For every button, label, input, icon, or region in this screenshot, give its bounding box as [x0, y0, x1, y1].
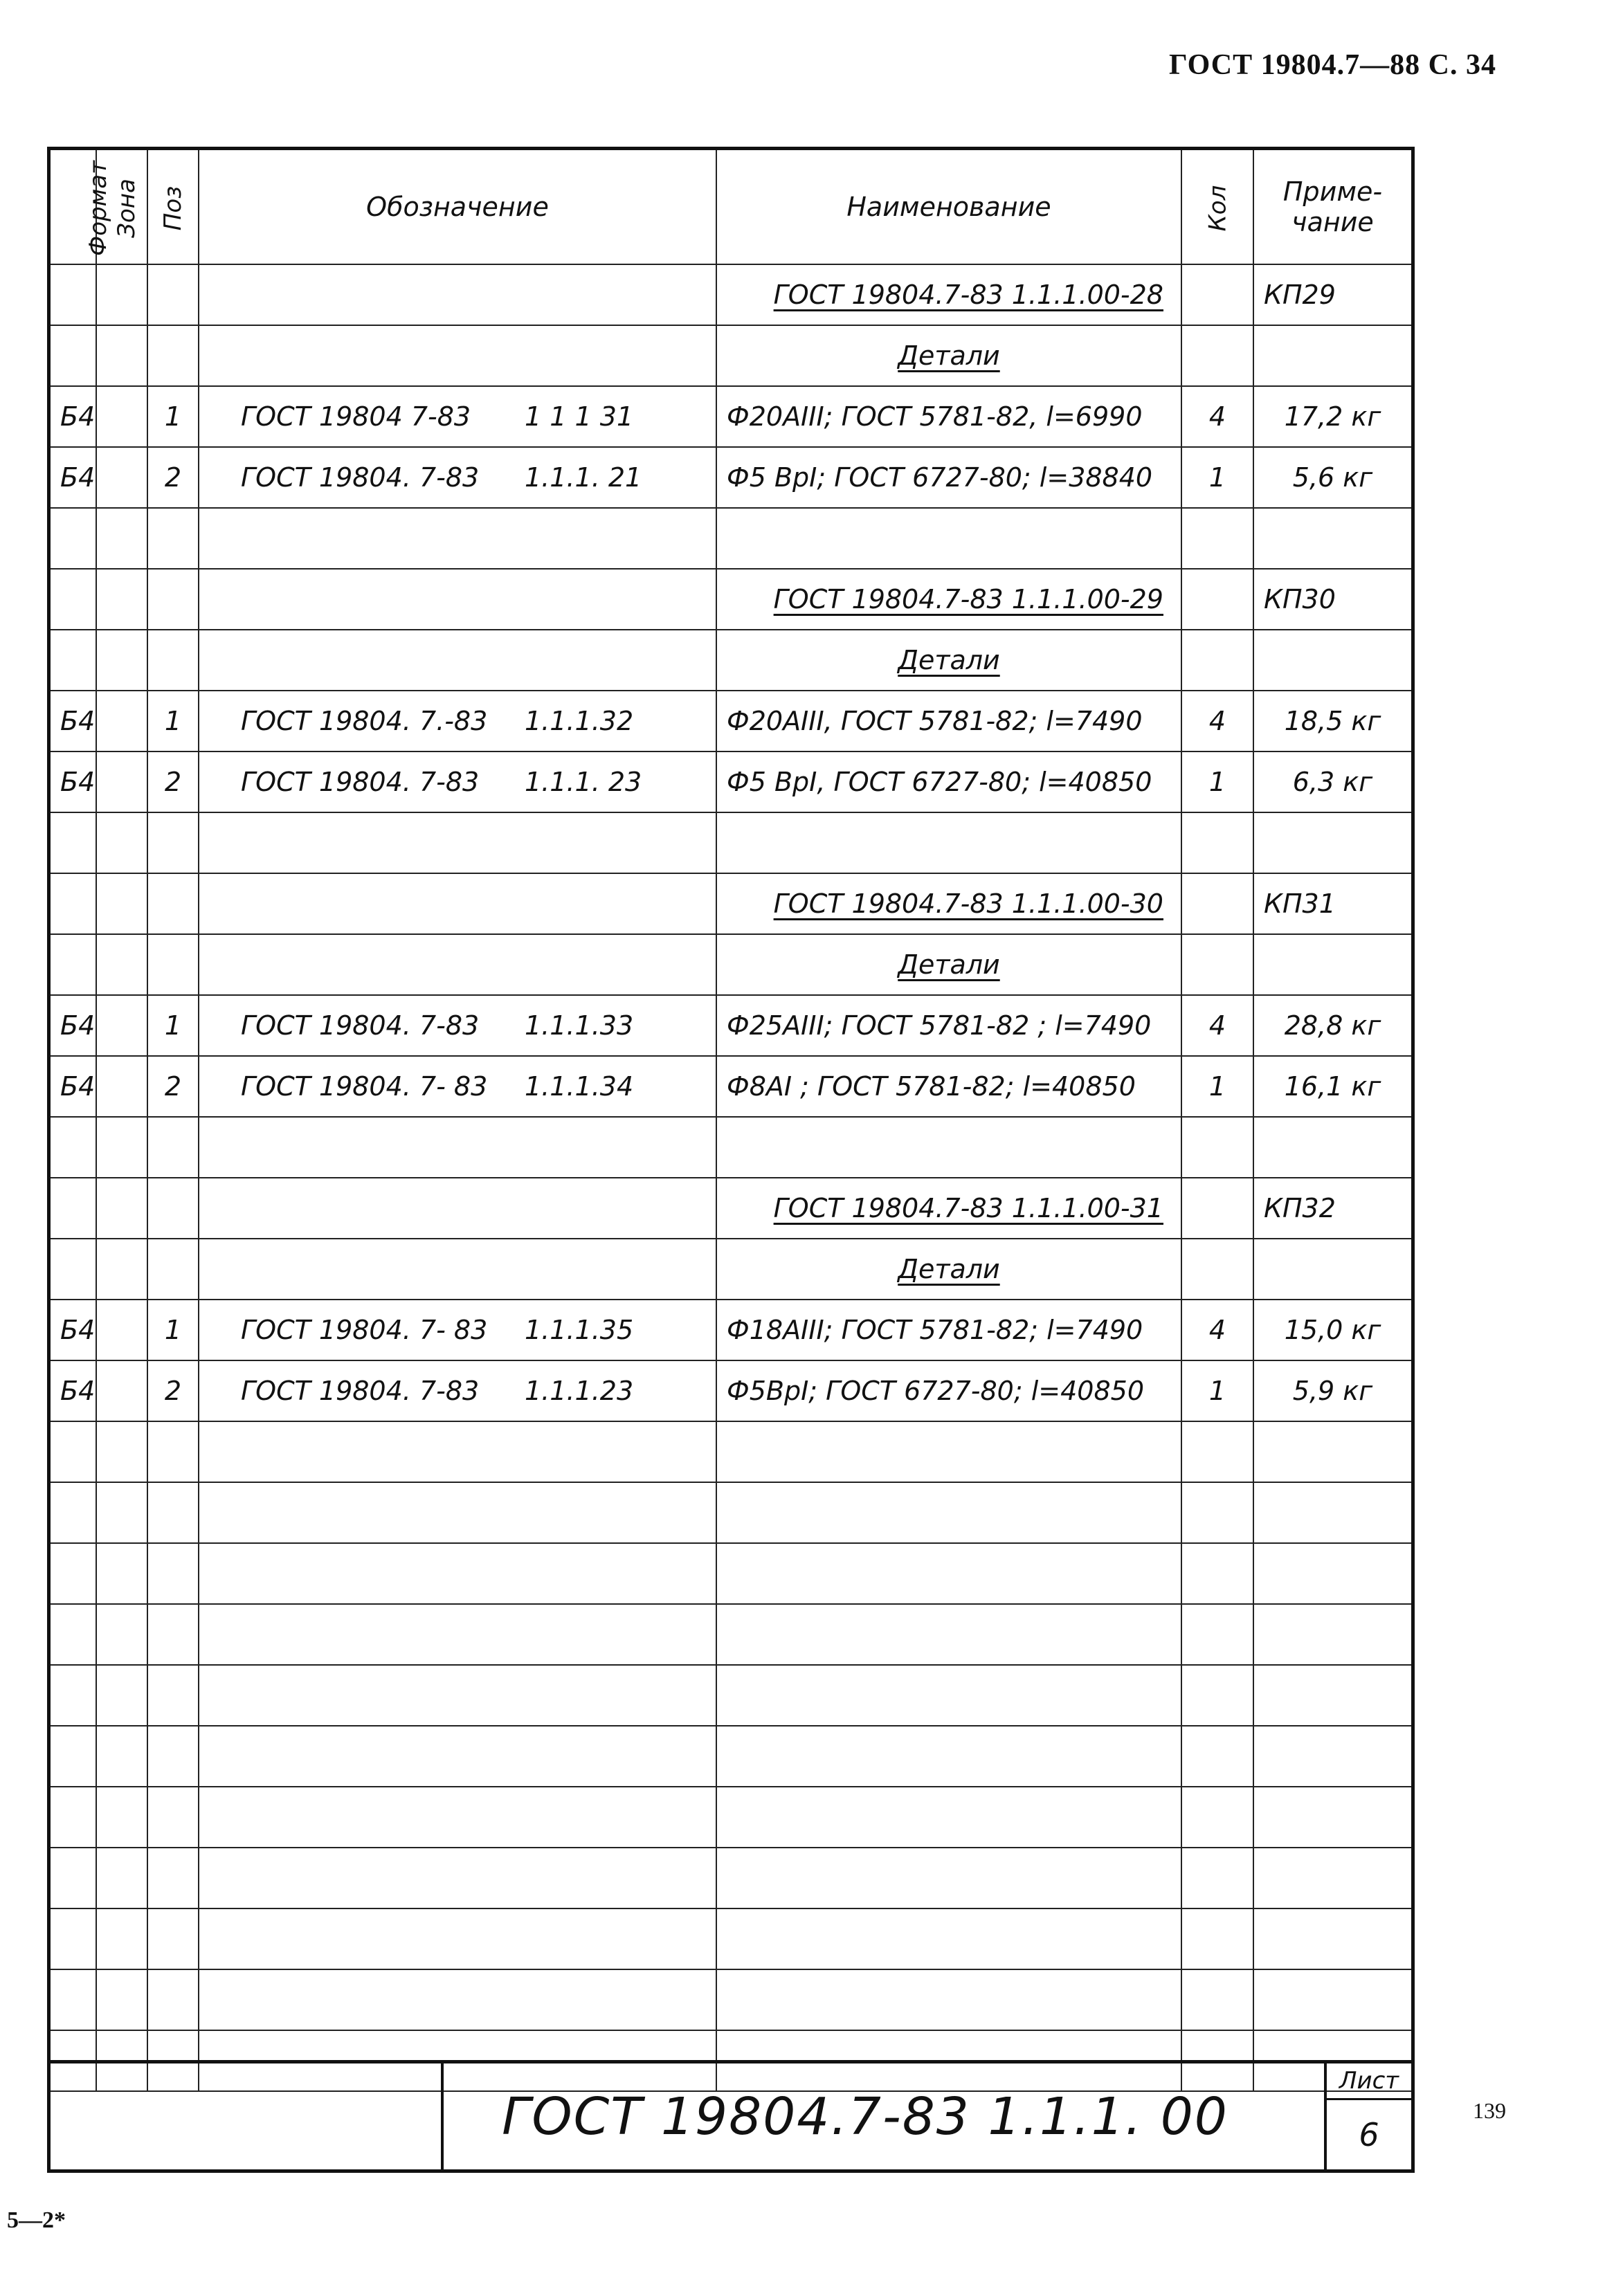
empty-cell: [51, 569, 96, 630]
empty-cell: [147, 630, 199, 691]
empty-cell: [1181, 812, 1253, 873]
table-row: [51, 1300, 1411, 1360]
empty-cell: [716, 812, 1181, 873]
empty-cell: [716, 1908, 1181, 1969]
col-header-format: Формат: [51, 150, 96, 264]
table-row: [51, 1056, 1411, 1117]
zone-cell: [96, 386, 147, 447]
empty-cell: [1181, 1604, 1253, 1665]
table-row: [51, 447, 1411, 508]
table-row: [51, 995, 1411, 1056]
empty-cell: [716, 1482, 1181, 1543]
format-cell: Б4: [51, 386, 96, 447]
empty-cell: [147, 325, 199, 386]
designation-code: 1.1.1.23: [525, 1376, 634, 1406]
empty-cell: [51, 1969, 96, 2030]
empty-cell: [716, 1665, 1181, 1726]
note-cell: 15,0 кг: [1253, 1300, 1411, 1360]
empty-row: [51, 1665, 1411, 1726]
empty-cell: [96, 1604, 147, 1665]
title-block-empty-cell: [51, 2063, 444, 2169]
col-header-designation: Обозначение: [199, 150, 716, 264]
empty-cell: [1253, 1969, 1411, 2030]
assembly-row: [51, 1178, 1411, 1239]
designation-cell: [199, 995, 716, 1056]
empty-cell: [96, 1239, 147, 1300]
designation-code: 1.1.1.35: [525, 1315, 634, 1345]
qty-cell: 1: [1181, 1056, 1253, 1117]
section-cell: [716, 325, 1181, 386]
empty-cell: [147, 1969, 199, 2030]
empty-cell: [716, 1726, 1181, 1787]
empty-cell: [1181, 1726, 1253, 1787]
empty-cell: [96, 873, 147, 934]
designation-standard: ГОСТ 19804. 7.-83: [241, 706, 488, 736]
empty-cell: [199, 873, 716, 934]
designation-standard: ГОСТ 19804. 7-83: [241, 767, 480, 797]
specification-table: [51, 150, 1411, 2092]
pos-cell: 2: [147, 1056, 199, 1117]
name-cell: Ф8АI ; ГОСТ 5781-82; l=40850: [716, 1056, 1181, 1117]
empty-row: [51, 1848, 1411, 1908]
zone-cell: [96, 447, 147, 508]
name-cell: Ф5 ВрI; ГОСТ 6727-80; l=38840: [716, 447, 1181, 508]
empty-cell: [716, 1421, 1181, 1482]
empty-cell: [1181, 1421, 1253, 1482]
designation-cell: [199, 1360, 716, 1421]
table-header-row: [51, 150, 1411, 264]
empty-cell: [96, 1969, 147, 2030]
designation-code: 1 1 1 31: [525, 401, 634, 432]
empty-cell: [1253, 630, 1411, 691]
empty-cell: [1181, 1908, 1253, 1969]
empty-cell: [147, 812, 199, 873]
empty-cell: [716, 508, 1181, 569]
designation-code: 1.1.1. 21: [525, 462, 642, 493]
empty-cell: [51, 325, 96, 386]
document-designation: ГОСТ 19804.7-83 1.1.1. 00: [502, 2086, 1228, 2147]
section-row: [51, 934, 1411, 995]
format-cell: Б4: [51, 1056, 96, 1117]
assembly-note: КП31: [1253, 873, 1411, 934]
designation-standard: ГОСТ 19804. 7-83: [241, 1376, 480, 1406]
empty-cell: [96, 264, 147, 325]
assembly-cell: [716, 1178, 1181, 1239]
empty-cell: [1253, 1726, 1411, 1787]
empty-cell: [716, 1117, 1181, 1178]
section-cell: [716, 1239, 1181, 1300]
name-cell: Ф20АIII; ГОСТ 5781-82, l=6990: [716, 386, 1181, 447]
empty-cell: [51, 1908, 96, 1969]
empty-cell: [1181, 1848, 1253, 1908]
assembly-cell: [716, 264, 1181, 325]
empty-cell: [147, 1848, 199, 1908]
empty-cell: [1253, 1848, 1411, 1908]
empty-row: [51, 1969, 1411, 2030]
qty-cell: 4: [1181, 995, 1253, 1056]
note-cell: 28,8 кг: [1253, 995, 1411, 1056]
col-header-zone: Зона: [96, 150, 147, 264]
empty-row: [51, 1482, 1411, 1543]
empty-row: [51, 1726, 1411, 1787]
empty-cell: [147, 1665, 199, 1726]
col-header-name: Наименование: [716, 150, 1181, 264]
empty-cell: [1181, 1543, 1253, 1604]
empty-cell: [96, 1908, 147, 1969]
empty-cell: [1181, 325, 1253, 386]
empty-cell: [1253, 1117, 1411, 1178]
note-cell: 16,1 кг: [1253, 1056, 1411, 1117]
empty-cell: [1253, 812, 1411, 873]
empty-cell: [147, 1178, 199, 1239]
designation-cell: [199, 691, 716, 751]
empty-cell: [147, 1482, 199, 1543]
page-number: 139: [1473, 2098, 1506, 2123]
empty-cell: [96, 1117, 147, 1178]
assembly-note: КП32: [1253, 1178, 1411, 1239]
empty-cell: [199, 1482, 716, 1543]
designation-cell: [199, 1300, 716, 1360]
zone-cell: [96, 1056, 147, 1117]
format-cell: Б4: [51, 447, 96, 508]
empty-row: [51, 1421, 1411, 1482]
zone-cell: [96, 995, 147, 1056]
empty-cell: [147, 1239, 199, 1300]
empty-cell: [199, 1848, 716, 1908]
empty-cell: [716, 1787, 1181, 1848]
format-cell: Б4: [51, 691, 96, 751]
empty-cell: [51, 1117, 96, 1178]
empty-cell: [147, 1908, 199, 1969]
designation-standard: ГОСТ 19804 7-83: [241, 401, 471, 432]
empty-row: [51, 812, 1411, 873]
empty-cell: [51, 1178, 96, 1239]
name-cell: Ф18АIII; ГОСТ 5781-82; l=7490: [716, 1300, 1181, 1360]
empty-cell: [51, 1604, 96, 1665]
empty-cell: [1253, 934, 1411, 995]
assembly-designation: ГОСТ 19804.7-83 1.1.1.00-28: [773, 280, 1163, 310]
empty-cell: [1181, 1665, 1253, 1726]
note-cell: 18,5 кг: [1253, 691, 1411, 751]
section-cell: [716, 630, 1181, 691]
empty-cell: [147, 569, 199, 630]
empty-cell: [199, 1908, 716, 1969]
empty-cell: [51, 1848, 96, 1908]
empty-cell: [147, 934, 199, 995]
qty-cell: 1: [1181, 447, 1253, 508]
empty-cell: [1253, 508, 1411, 569]
sheet-cell: [1324, 2063, 1411, 2169]
empty-row: [51, 1787, 1411, 1848]
designation-standard: ГОСТ 19804. 7-83: [241, 462, 480, 493]
name-cell: Ф20АIII, ГОСТ 5781-82; l=7490: [716, 691, 1181, 751]
col-header-note: Приме- чание: [1253, 150, 1411, 264]
designation-code: 1.1.1.32: [525, 706, 634, 736]
designation-cell: [199, 386, 716, 447]
col-header-pos: Поз: [147, 150, 199, 264]
format-cell: Б4: [51, 995, 96, 1056]
empty-cell: [96, 508, 147, 569]
designation-code: 1.1.1. 23: [525, 767, 642, 797]
empty-cell: [1181, 1239, 1253, 1300]
empty-cell: [96, 1178, 147, 1239]
empty-cell: [199, 934, 716, 995]
empty-cell: [147, 264, 199, 325]
section-title: Детали: [898, 645, 1000, 675]
section-title: Детали: [898, 1254, 1000, 1284]
assembly-cell: [716, 873, 1181, 934]
empty-cell: [51, 1665, 96, 1726]
empty-cell: [96, 569, 147, 630]
empty-cell: [1253, 1543, 1411, 1604]
empty-cell: [96, 934, 147, 995]
assembly-note: КП29: [1253, 264, 1411, 325]
empty-cell: [51, 873, 96, 934]
table-row: [51, 691, 1411, 751]
designation-code: 1.1.1.34: [525, 1071, 634, 1102]
empty-cell: [147, 1726, 199, 1787]
empty-cell: [96, 1665, 147, 1726]
empty-cell: [716, 1969, 1181, 2030]
note-cell: 5,6 кг: [1253, 447, 1411, 508]
section-row: [51, 325, 1411, 386]
assembly-designation: ГОСТ 19804.7-83 1.1.1.00-31: [773, 1193, 1163, 1223]
assembly-row: [51, 264, 1411, 325]
assembly-note: КП30: [1253, 569, 1411, 630]
pos-cell: 2: [147, 1360, 199, 1421]
empty-cell: [199, 1421, 716, 1482]
empty-cell: [199, 630, 716, 691]
empty-cell: [51, 812, 96, 873]
empty-cell: [147, 1787, 199, 1848]
footer-mark: 5—2*: [7, 2207, 66, 2233]
note-cell: 5,9 кг: [1253, 1360, 1411, 1421]
empty-cell: [147, 873, 199, 934]
empty-cell: [1181, 569, 1253, 630]
empty-cell: [716, 1848, 1181, 1908]
name-cell: Ф25АIII; ГОСТ 5781-82 ; l=7490: [716, 995, 1181, 1056]
empty-cell: [96, 1482, 147, 1543]
section-title: Детали: [898, 340, 1000, 371]
qty-cell: 4: [1181, 691, 1253, 751]
empty-cell: [147, 1543, 199, 1604]
empty-cell: [96, 1543, 147, 1604]
empty-cell: [96, 1726, 147, 1787]
empty-cell: [199, 1787, 716, 1848]
format-cell: Б4: [51, 751, 96, 812]
pos-cell: 1: [147, 691, 199, 751]
designation-standard: ГОСТ 19804. 7- 83: [241, 1315, 488, 1345]
section-title: Детали: [898, 949, 1000, 980]
empty-cell: [199, 1178, 716, 1239]
empty-cell: [1253, 325, 1411, 386]
empty-cell: [1253, 1239, 1411, 1300]
table-row: [51, 386, 1411, 447]
note-cell: 17,2 кг: [1253, 386, 1411, 447]
specification-frame: [47, 147, 1415, 2173]
empty-cell: [199, 508, 716, 569]
empty-cell: [1181, 1117, 1253, 1178]
empty-cell: [199, 1239, 716, 1300]
empty-cell: [1253, 1604, 1411, 1665]
assembly-cell: [716, 569, 1181, 630]
empty-cell: [1253, 1908, 1411, 1969]
empty-cell: [1253, 1482, 1411, 1543]
empty-cell: [1181, 508, 1253, 569]
designation-code: 1.1.1.33: [525, 1010, 634, 1041]
title-block: [51, 2060, 1411, 2169]
table-row: [51, 1360, 1411, 1421]
designation-standard: ГОСТ 19804. 7-83: [241, 1010, 480, 1041]
empty-cell: [1181, 1178, 1253, 1239]
empty-cell: [51, 934, 96, 995]
empty-cell: [199, 325, 716, 386]
empty-cell: [199, 264, 716, 325]
empty-cell: [1181, 873, 1253, 934]
empty-cell: [199, 569, 716, 630]
sheet-number: 6: [1359, 2116, 1379, 2153]
empty-cell: [199, 1543, 716, 1604]
empty-cell: [716, 1543, 1181, 1604]
sheet-label: Лист: [1327, 2063, 1411, 2100]
format-cell: Б4: [51, 1360, 96, 1421]
name-cell: Ф5 ВрI, ГОСТ 6727-80; l=40850: [716, 751, 1181, 812]
empty-row: [51, 1604, 1411, 1665]
empty-cell: [51, 1543, 96, 1604]
assembly-designation: ГОСТ 19804.7-83 1.1.1.00-30: [773, 889, 1163, 919]
assembly-row: [51, 569, 1411, 630]
designation-cell: [199, 447, 716, 508]
empty-cell: [1181, 1969, 1253, 2030]
empty-cell: [1181, 1787, 1253, 1848]
empty-cell: [199, 1726, 716, 1787]
empty-cell: [147, 1604, 199, 1665]
zone-cell: [96, 691, 147, 751]
empty-cell: [1181, 1482, 1253, 1543]
empty-cell: [1181, 630, 1253, 691]
assembly-row: [51, 873, 1411, 934]
designation-standard: ГОСТ 19804. 7- 83: [241, 1071, 488, 1102]
table-row: [51, 751, 1411, 812]
empty-cell: [51, 630, 96, 691]
empty-cell: [147, 508, 199, 569]
qty-cell: 4: [1181, 1300, 1253, 1360]
name-cell: Ф5ВрI; ГОСТ 6727-80; l=40850: [716, 1360, 1181, 1421]
pos-cell: 1: [147, 995, 199, 1056]
pos-cell: 1: [147, 386, 199, 447]
empty-cell: [51, 508, 96, 569]
empty-row: [51, 1543, 1411, 1604]
empty-cell: [51, 1421, 96, 1482]
empty-cell: [51, 264, 96, 325]
qty-cell: 4: [1181, 386, 1253, 447]
standard-header: ГОСТ 19804.7—88 С. 34: [1168, 49, 1496, 81]
col-header-qty: Кол: [1181, 150, 1253, 264]
empty-cell: [1253, 1787, 1411, 1848]
empty-cell: [1253, 1665, 1411, 1726]
designation-cell: [199, 1056, 716, 1117]
zone-cell: [96, 751, 147, 812]
empty-cell: [147, 1117, 199, 1178]
empty-cell: [1181, 264, 1253, 325]
section-cell: [716, 934, 1181, 995]
empty-cell: [51, 1239, 96, 1300]
qty-cell: 1: [1181, 1360, 1253, 1421]
empty-row: [51, 1908, 1411, 1969]
empty-cell: [96, 1848, 147, 1908]
empty-cell: [199, 1969, 716, 2030]
empty-cell: [1181, 934, 1253, 995]
empty-cell: [96, 1421, 147, 1482]
designation-cell: [199, 751, 716, 812]
format-cell: Б4: [51, 1300, 96, 1360]
note-cell: 6,3 кг: [1253, 751, 1411, 812]
empty-cell: [199, 1117, 716, 1178]
empty-cell: [147, 1421, 199, 1482]
empty-row: [51, 508, 1411, 569]
zone-cell: [96, 1300, 147, 1360]
pos-cell: 1: [147, 1300, 199, 1360]
empty-cell: [199, 1604, 716, 1665]
empty-cell: [96, 1787, 147, 1848]
qty-cell: 1: [1181, 751, 1253, 812]
empty-cell: [51, 1787, 96, 1848]
empty-cell: [96, 812, 147, 873]
assembly-designation: ГОСТ 19804.7-83 1.1.1.00-29: [773, 584, 1163, 614]
section-row: [51, 1239, 1411, 1300]
pos-cell: 2: [147, 447, 199, 508]
empty-cell: [199, 1665, 716, 1726]
empty-cell: [199, 812, 716, 873]
empty-cell: [716, 1604, 1181, 1665]
empty-cell: [51, 1482, 96, 1543]
pos-cell: 2: [147, 751, 199, 812]
empty-row: [51, 1117, 1411, 1178]
empty-cell: [96, 325, 147, 386]
zone-cell: [96, 1360, 147, 1421]
section-row: [51, 630, 1411, 691]
empty-cell: [96, 630, 147, 691]
empty-cell: [51, 1726, 96, 1787]
empty-cell: [1253, 1421, 1411, 1482]
